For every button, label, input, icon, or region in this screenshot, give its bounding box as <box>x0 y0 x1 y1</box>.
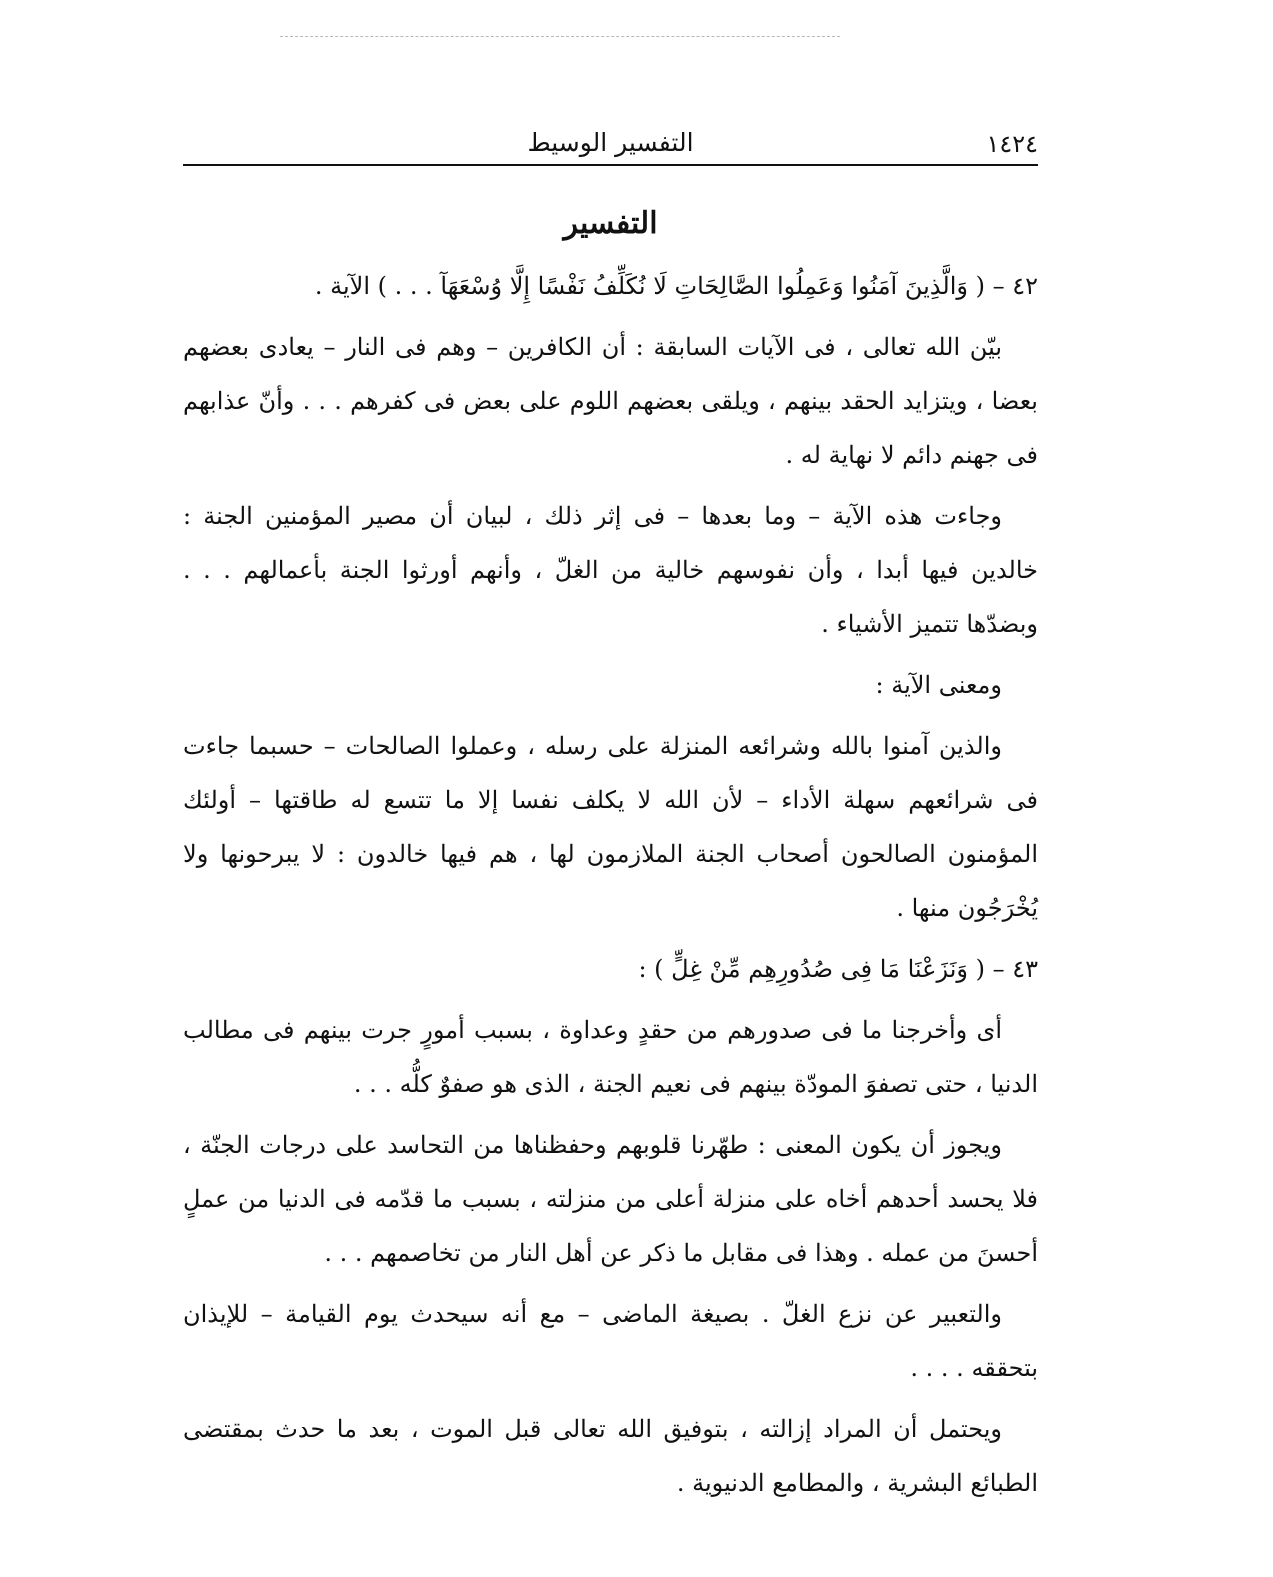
paragraph-possibility: ويحتمل أن المراد إزالته ، بتوفيق الله تعالى قبل الموت ، بعد ما حدث بمقتضى الطبائع البشرية ، والمطامع الدنيوية . <box>183 1415 1038 1497</box>
paragraph-expression: والتعبير عن نزع الغلّ . بصيغة الماضى – مع أنه سيحدث يوم القيامة – للإيذان بتحققه . . . . <box>183 1300 1038 1382</box>
document-page <box>183 118 1038 1517</box>
scan-edge-line <box>280 36 840 37</box>
verse-42-heading: ٤٢ – ( وَالَّذِينَ آمَنُوا وَعَمِلُوا الصَّالِحَاتِ لَا نُكَلِّفُ نَفْسًا إِلَّا وُسْعَهَآ . . . ) الآية . <box>314 272 1038 300</box>
paragraph-context: بيّن الله تعالى ، فى الآيات السابقة : أن الكافرين – وهم فى النار – يعادى بعضهم بعضا ، ويتزايد الحقد بينهم ، ويلقى بعضهم اللوم على بعض فى كفرهم . . . وأنّ عذابهم فى جهنم دائم لا نهاية له . <box>183 333 1038 469</box>
paragraph-alternative: ويجوز أن يكون المعنى : طهّرنا قلوبهم وحفظناها من التحاسد على درجات الجنّة ، فلا يحسد أحدهم أخاه على منزلة أعلى من منزلته ، بسبب ما قدّمه فى الدنيا من عملٍ أحسنَ من عمله . وهذا فى مقابل ما ذكر عن أهل النار من تخاصمهم . . . <box>183 1131 1038 1267</box>
section-title: التفسير <box>563 206 658 241</box>
paragraph-meaning-heading: ومعنى الآية : <box>875 671 1002 699</box>
body-text <box>183 259 1038 1510</box>
paragraph-explanation: أى وأخرجنا ما فى صدورهم من حقدٍ وعداوة ، بسبب أمورٍ جرت بينهم فى مطالب الدنيا ، حتى تصفوَ المودّة بينهم فى نعيم الجنة ، الذى هو صفوٌ كلُّه . . . <box>183 1016 1038 1098</box>
book-title: التفسير الوسيط <box>527 128 694 157</box>
running-header <box>183 118 1038 166</box>
paragraph-purpose: وجاءت هذه الآية – وما بعدها – فى إثر ذلك ، لبيان أن مصير المؤمنين الجنة : خالدين فيها أبدا ، وأن نفوسهم خالية من الغلّ ، وأنهم أورثوا الجنة بأعمالهم . . . وبضدّها تتميز الأشياء . <box>183 502 1038 638</box>
page-number: ١٤٢٤ <box>986 130 1038 158</box>
paragraph-meaning: والذين آمنوا بالله وشرائعه المنزلة على رسله ، وعملوا الصالحات – حسبما جاءت فى شرائعهم سهلة الأداء – لأن الله لا يكلف نفسا إلا ما تتسع له طاقتها – أولئك المؤمنون الصالحون أصحاب الجنة الملازمون لها ، هم فيها خالدون : لا يبرحونها ولا يُخْرَجُون منها . <box>183 732 1038 922</box>
verse-43-heading: ٤٣ – ( وَنَزَعْنَا مَا فِى صُدُورِهِم مِّنْ غِلٍّ ) : <box>638 955 1038 983</box>
